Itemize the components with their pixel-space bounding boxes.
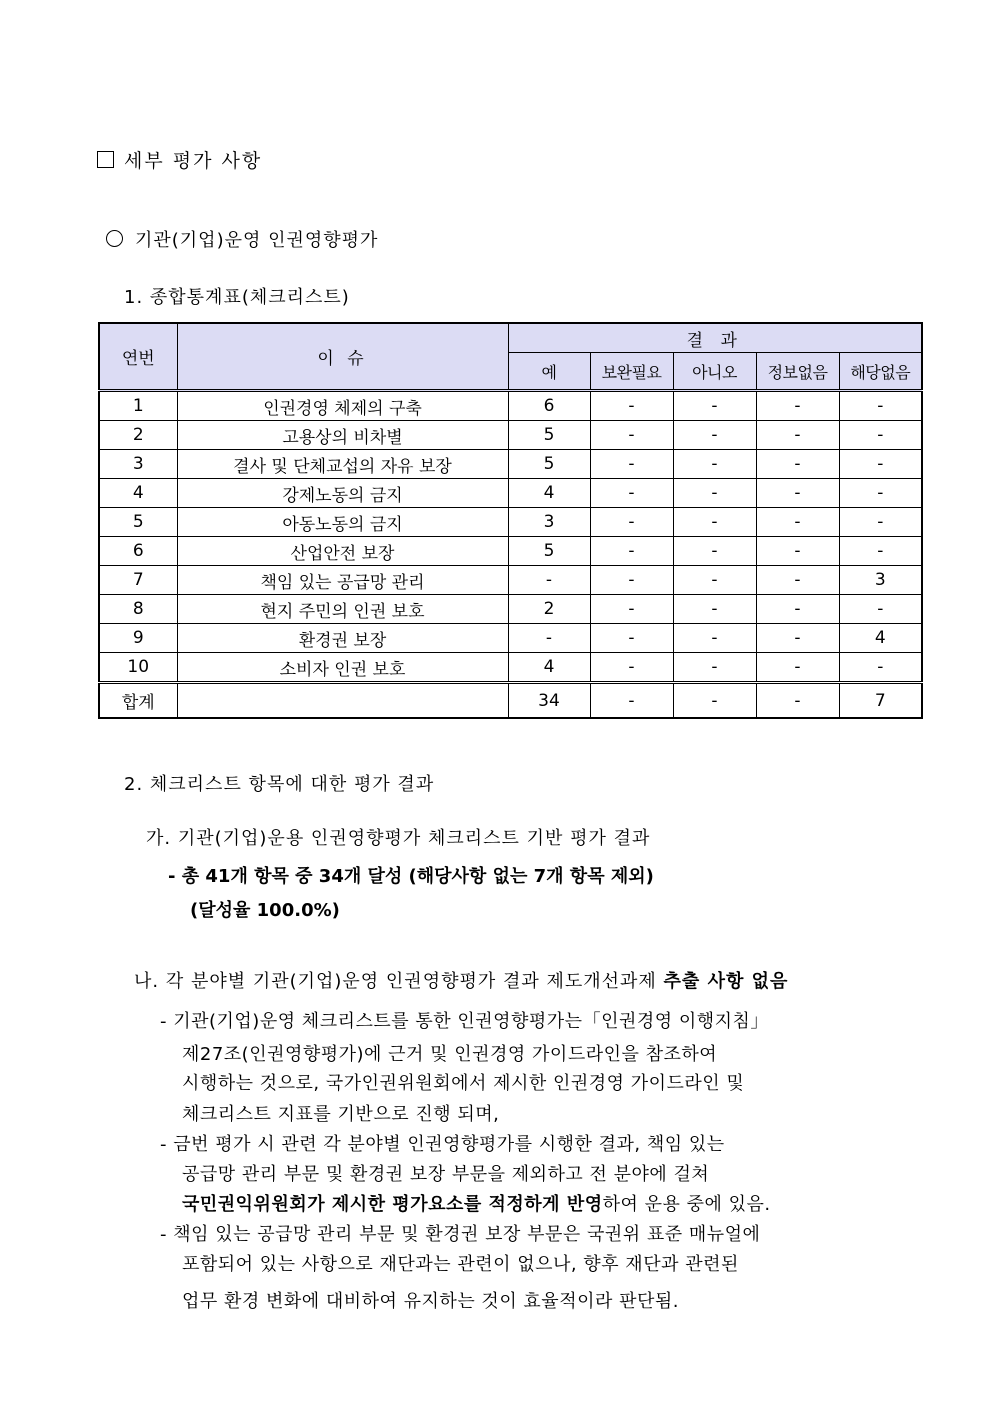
- table-row: [99, 391, 922, 421]
- ga-line-1: - 총 41개 항목 중 34개 달성 (해당사항 없는 7개 항목 제외): [168, 866, 654, 887]
- na-line7-normal: 하여 운용 중에 있음.: [602, 1194, 771, 1215]
- col-header-result-1: 보완필요: [590, 353, 673, 391]
- total-label: 합계: [99, 683, 177, 719]
- row-number: 2: [99, 421, 177, 450]
- row-result-cell: -: [590, 537, 673, 566]
- row-result-cell: -: [756, 537, 839, 566]
- row-number: 4: [99, 479, 177, 508]
- row-result-cell: -: [673, 537, 756, 566]
- na-paragraph-line: 체크리스트 지표를 기반으로 진행 되며,: [182, 1104, 500, 1125]
- row-result-cell: -: [590, 391, 673, 421]
- col-header-result-4: 해당없음: [839, 353, 922, 391]
- row-result-cell: -: [756, 653, 839, 683]
- row-result-cell: -: [590, 450, 673, 479]
- na-paragraph-line: 제27조(인권영향평가)에 근거 및 인권경영 가이드라인을 참조하여: [182, 1044, 718, 1065]
- na-paragraph-line: 시행하는 것으로, 국가인권위원회에서 제시한 인권경영 가이드라인 및: [182, 1073, 745, 1094]
- circle-bullet-icon: [106, 230, 123, 247]
- total-row: [99, 683, 922, 719]
- summary-table: [98, 322, 923, 719]
- na-paragraph-line: - 기관(기업)운영 체크리스트를 통한 인권영향평가는「인권경영 이행지침」: [160, 1011, 769, 1032]
- row-result-cell: -: [673, 624, 756, 653]
- row-result-cell: -: [756, 566, 839, 595]
- section2-heading: 2. 체크리스트 항목에 대한 평가 결과: [124, 774, 435, 795]
- row-issue: 고용상의 비차별: [177, 421, 508, 450]
- row-number: 5: [99, 508, 177, 537]
- row-result-cell: -: [673, 566, 756, 595]
- row-result-cell: -: [590, 595, 673, 624]
- na-paragraph-line: 업무 환경 변화에 대비하여 유지하는 것이 효율적이라 판단됨.: [182, 1291, 679, 1312]
- row-issue: 현지 주민의 인권 보호: [177, 595, 508, 624]
- row-number: 10: [99, 653, 177, 683]
- col-header-result: 결 과: [508, 323, 922, 353]
- row-issue: 아동노동의 금지: [177, 508, 508, 537]
- row-number: 6: [99, 537, 177, 566]
- row-issue: 결사 및 단체교섭의 자유 보장: [177, 450, 508, 479]
- row-result-cell: -: [590, 624, 673, 653]
- total-issue: [177, 683, 508, 719]
- row-result-cell: -: [839, 450, 922, 479]
- row-number: 9: [99, 624, 177, 653]
- row-result-cell: 3: [508, 508, 590, 537]
- row-result-cell: -: [590, 508, 673, 537]
- subsection-title: [106, 226, 378, 252]
- ga-line-2: (달성율 100.0%): [190, 900, 340, 921]
- na-line7-bold: 국민권익위원회가 제시한 평가요소를 적정하게 반영: [182, 1194, 603, 1215]
- section-title: [97, 146, 262, 173]
- table-row: [99, 595, 922, 624]
- total-cell: -: [590, 683, 673, 719]
- row-result-cell: -: [839, 537, 922, 566]
- row-result-cell: -: [756, 595, 839, 624]
- row-result-cell: -: [756, 421, 839, 450]
- col-header-issue: 이 슈: [177, 323, 508, 391]
- row-result-cell: 5: [508, 450, 590, 479]
- row-result-cell: -: [756, 508, 839, 537]
- row-number: 1: [99, 391, 177, 421]
- na-title-normal: 나. 각 분야별 기관(기업)운영 인권영향평가 결과 제도개선과제: [134, 971, 664, 992]
- table-row: [99, 653, 922, 683]
- row-number: 7: [99, 566, 177, 595]
- row-issue: 인권경영 체제의 구축: [177, 391, 508, 421]
- table-row: [99, 537, 922, 566]
- row-result-cell: -: [673, 450, 756, 479]
- na-title-bold: 추출 사항 없음: [663, 971, 789, 992]
- row-result-cell: -: [839, 421, 922, 450]
- row-result-cell: -: [839, 391, 922, 421]
- col-header-result-3: 정보없음: [756, 353, 839, 391]
- row-result-cell: -: [756, 391, 839, 421]
- table-row: [99, 450, 922, 479]
- na-paragraph-line: - 책임 있는 공급망 관리 부문 및 환경권 보장 부문은 국권위 표준 매뉴얼에: [160, 1224, 761, 1245]
- row-result-cell: -: [590, 653, 673, 683]
- total-cell: 34: [508, 683, 590, 719]
- na-title: [134, 967, 788, 993]
- row-result-cell: -: [673, 653, 756, 683]
- row-result-cell: -: [756, 479, 839, 508]
- row-result-cell: -: [673, 391, 756, 421]
- total-cell: -: [756, 683, 839, 719]
- row-result-cell: -: [590, 566, 673, 595]
- row-issue: 산업안전 보장: [177, 537, 508, 566]
- section-title-text: 세부 평가 사항: [124, 150, 263, 172]
- table-row: [99, 624, 922, 653]
- row-result-cell: 5: [508, 537, 590, 566]
- row-result-cell: -: [590, 421, 673, 450]
- row-result-cell: 4: [508, 653, 590, 683]
- ga-title: 가. 기관(기업)운용 인권영향평가 체크리스트 기반 평가 결과: [146, 828, 651, 849]
- row-result-cell: 4: [508, 479, 590, 508]
- table-row: [99, 508, 922, 537]
- row-result-cell: -: [673, 479, 756, 508]
- table-heading: 1. 종합통계표(체크리스트): [124, 287, 350, 308]
- row-result-cell: 4: [839, 624, 922, 653]
- na-paragraph-line: 공급망 관리 부문 및 환경권 보장 부문을 제외하고 전 분야에 걸쳐: [182, 1164, 710, 1185]
- col-header-result-0: 예: [508, 353, 590, 391]
- row-issue: 환경권 보장: [177, 624, 508, 653]
- col-header-result-2: 아니오: [673, 353, 756, 391]
- row-result-cell: -: [673, 421, 756, 450]
- row-result-cell: 5: [508, 421, 590, 450]
- row-number: 3: [99, 450, 177, 479]
- row-number: 8: [99, 595, 177, 624]
- table-row: [99, 566, 922, 595]
- row-result-cell: -: [839, 508, 922, 537]
- row-result-cell: -: [673, 508, 756, 537]
- row-issue: 책임 있는 공급망 관리: [177, 566, 508, 595]
- row-result-cell: 2: [508, 595, 590, 624]
- table-row: [99, 421, 922, 450]
- table-row: [99, 479, 922, 508]
- row-result-cell: -: [508, 624, 590, 653]
- total-cell: -: [673, 683, 756, 719]
- row-result-cell: -: [673, 595, 756, 624]
- total-cell: 7: [839, 683, 922, 719]
- row-result-cell: -: [839, 479, 922, 508]
- subsection-title-text: 기관(기업)운영 인권영향평가: [135, 230, 379, 251]
- row-result-cell: -: [839, 595, 922, 624]
- na-paragraph-line: - 금번 평가 시 관련 각 분야별 인권영향평가를 시행한 결과, 책임 있는: [160, 1134, 725, 1155]
- row-result-cell: -: [839, 653, 922, 683]
- row-result-cell: 6: [508, 391, 590, 421]
- row-issue: 소비자 인권 보호: [177, 653, 508, 683]
- row-issue: 강제노동의 금지: [177, 479, 508, 508]
- row-result-cell: 3: [839, 566, 922, 595]
- row-result-cell: -: [756, 624, 839, 653]
- row-result-cell: -: [590, 479, 673, 508]
- checkbox-square-icon: [97, 151, 114, 168]
- na-paragraph-line: 포함되어 있는 사항으로 재단과는 관련이 없으나, 향후 재단과 관련된: [182, 1254, 739, 1275]
- row-result-cell: -: [756, 450, 839, 479]
- col-header-no: 연번: [99, 323, 177, 391]
- row-result-cell: -: [508, 566, 590, 595]
- na-paragraph-line: [182, 1190, 771, 1216]
